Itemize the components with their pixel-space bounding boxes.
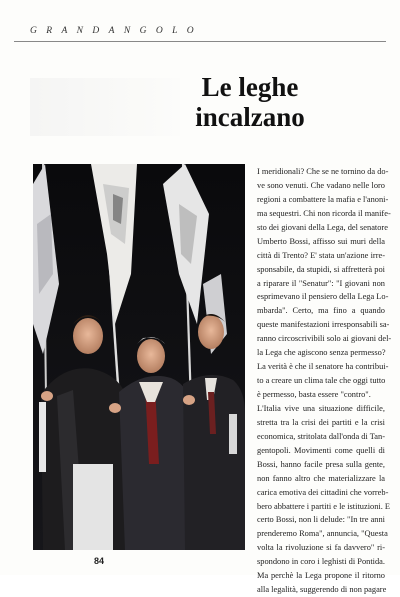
article-line: Umberto Bossi, affisso sui muri della [257,236,385,246]
article-line: prenderemo Roma", annuncia, "Questa [257,529,388,539]
article-line: città di Trento? E' stata un'azione irre- [257,250,385,260]
article-line: to a creare un clima tale che oggi tutto [257,376,386,386]
article-line: queste manifestazioni irresponsabili sa- [257,320,390,330]
header-rule [14,41,386,42]
article-line: ranno circoscrivibili solo ai giovani del- [257,334,392,344]
article-line: I meridionali? Che se ne tornino da do- [257,167,389,176]
article-line: L'Italia vive una situazione difficile, [257,403,385,413]
article-line: certo Bossi, non li delude: "In tre anni [257,515,385,525]
page-number: 84 [94,556,105,566]
article-line: carica emotiva dei cittadini che vorreb- [257,487,389,497]
article-line: alla legalità, suggerendo di non pagare [257,585,387,595]
article-line: volta la rivoluzione si fa davvero" ri- [257,543,385,553]
article-line: sto dei giovani della Lega, del senatore [257,222,388,232]
article-line: gentopoli. Movimenti come quelli di [257,445,385,455]
article-line: stretta tra la crisi dei partiti e la crisi [257,417,385,427]
article-line: ve sono venuti. Che vadano nelle loro [257,180,385,190]
photo-image [33,164,245,550]
headline-line-1: Le leghe [201,72,299,102]
article-line: Bossi, hanno facile presa sulla gente, [257,459,385,469]
article-line: mbarda". Certo, ma fino a quando [257,306,385,316]
article-body [257,165,392,597]
headline-line-2: incalzano [195,102,305,132]
photo-illustration [33,164,245,550]
article-line: economica, stritolata dall'onda di Tan- [257,431,385,441]
article-line: esprimevano il pensiero della Lega Lo- [257,292,389,302]
article-line: Ma perchè la Lega propone il ritorno [257,571,385,581]
headline [185,72,315,132]
article-line: la Lega che agiscono senza permesso? [257,348,386,358]
article-line: è permesso, basta essere "contro". [257,390,371,399]
article-line: non fanno altro che materializzare la [257,473,385,483]
article-line: spondono in coro i leghisti di Pontida. [257,557,385,567]
article-line: a riparare il "Senatur": "I giovani non [257,278,385,288]
faded-background-band [30,78,180,136]
article-line: regioni a combattere la mafia e l'anoni- [257,194,389,204]
article-line: sponsabile, da stupidi, si affretterà poi [257,264,385,274]
article-line: bero abbattere i partiti e le istituzioni. E [257,501,391,511]
article-line: ma sequestri. Chi non ricorda il manife- [257,208,391,218]
article-line: La verità è che il senatore ha contribui- [257,362,389,372]
section-header: GRANDANGOLO [30,26,204,36]
